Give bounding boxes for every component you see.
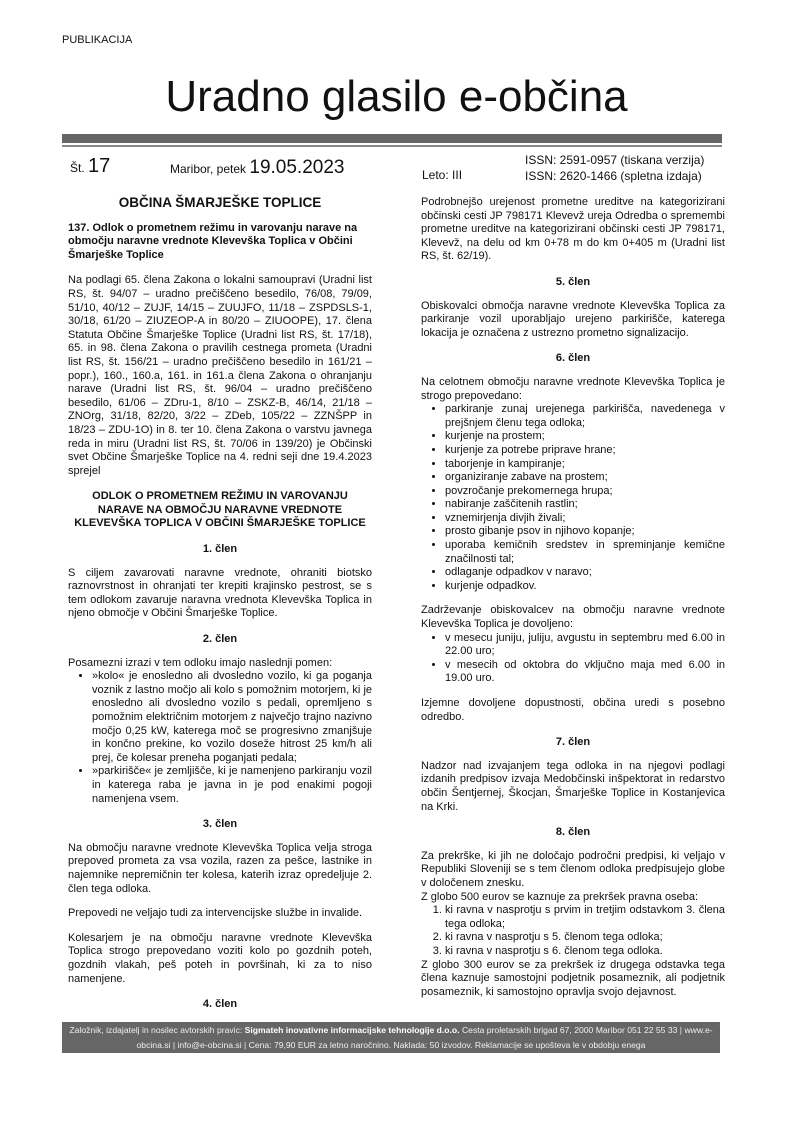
list-item: • »parkirišče« je zemljišče, ki je namenjeno parkiranju vozil in katerega raba je javna in je pod enakimi pogoji namenjena vsem. [92, 765, 372, 806]
clen-8-text-2: Z globo 500 eurov se kaznuje za prekršek pravna oseba: [421, 890, 698, 903]
clen-4-heading: 4. člen [202, 998, 238, 1011]
clen-8-heading: 8. člen [555, 826, 591, 839]
clen-7-heading: 7. člen [555, 736, 591, 749]
list-item: 1. ki ravna v nasprotju s prvim in tretjim odstavkom 3. člena tega odloka; [445, 904, 725, 931]
municipality-heading: OBČINA ŠMARJEŠKE TOPLICE [118, 195, 322, 210]
issue-number [70, 155, 110, 178]
footer-address: Cesta proletarskih brigad 67, 2000 Maribor 051 22 55 33 [461, 1025, 678, 1035]
masthead-title: Uradno glasilo e-občina [165, 72, 628, 121]
clen-3-text-3: Kolesarjem je na območju naravne vrednote Klevevška Toplica strogo prepovedano voziti kolo po gozdnih poteh, gozdnih vlakah, peš poteh in površinah, ki za to niso namenjene. [68, 931, 372, 985]
issue-value: 17 [88, 155, 111, 177]
issue-date [170, 157, 344, 179]
list-item: • organiziranje zabave na prostem; [445, 471, 725, 485]
clen-1-heading: 1. člen [202, 543, 238, 556]
list-item: 3. ki ravna v nasprotju s 6. členom tega odloka. [445, 945, 725, 959]
list-item: • »kolo« je enosledno ali dvosledno vozilo, ki ga poganja voznik z lastno močjo ali kolo s pomožnim motorjem, ki je enosledno ali dvosledno vozilo s pedali, opremljeno s pomožnim električnim motorjem z največjo trajno nazivno močjo 0,25 kW, katerega moč se progresivno zmanjšuje in končno prekine, ko vozilo doseže hitrost 25 km/h ali prej, če kolesar preneha poganjati pedala; [92, 670, 372, 765]
issn-block [525, 152, 704, 184]
clen-6-text-3: Izjemne dovoljene dopustnosti, občina uredi s posebno odredbo. [421, 697, 725, 723]
footer-email-link[interactable]: info@e-obcina.si [177, 1040, 242, 1050]
list-item: • vznemirjenja divjih živali; [445, 512, 725, 526]
footer-rest: Cena: 79,90 EUR za letno naročnino. Naklada: 50 izvodov. Reklamacije se upošteva le v obdobju enega [248, 1040, 646, 1050]
list-item: • v mesecih od oktobra do vključno maja med 6.00 in 19.00 uro. [445, 659, 725, 686]
list-item: • nabiranje zaščitenih rastlin; [445, 498, 725, 512]
date-value: 19.05.2023 [249, 157, 345, 178]
list-item: • taborjenje in kampiranje; [445, 458, 725, 472]
list-item: • prosto gibanje psov in njihovo kopanje; [445, 525, 725, 539]
footer-lead: Založnik, izdajatelj in nosilec avtorskih pravic: [69, 1025, 243, 1035]
masthead-rule-thin [62, 145, 722, 147]
clen-3-heading: 3. člen [202, 818, 238, 831]
issn-online: ISSN: 2620-1466 (spletna izdaja) [525, 169, 702, 183]
clen-3-text: Na območju naravne vrednote Klevevška Toplica velja stroga prepoved prometa za vsa vozila, razen za pešce, lastnike in najemnike nepremičnin ter kolesa, katerih izraz opredeljuje 2. člen tega odloka. [68, 841, 372, 895]
clen-6-intro: Na celotnem območju naravne vrednote Klevevška Toplica je strogo prepovedano: [421, 375, 725, 402]
clen-4-text: Podrobnejšo urejenost prometne ureditve na kategorizirani občinski cesti JP 798171 Klevevž ureja Odredba o spremembi prometne ureditve na kategorizirani občinski cesti JP 798171, Klevevž, na delu od km 0+78 m do km 0+405 m (Uradni list RS, št. 62/19). [421, 196, 725, 263]
clen-6-heading: 6. člen [555, 352, 591, 365]
odlok-heading: ODLOK O PROMETNEM REŽIMU IN VAROVANJU NARAVE NA OBMOČJU NARAVNE VREDNOTE KLEVEVŠKA TOPLICA V OBČINI ŠMARJEŠKE TOPLICE [74, 490, 366, 530]
left-column [68, 196, 372, 1012]
year-label: Leto: III [422, 168, 463, 182]
list-item: • parkiranje zunaj urejenega parkirišča, navedenega v prejšnjem členu tega odloka; [445, 403, 725, 430]
clen-5-text: Obiskovalci območja naravne vrednote Klevevška Toplica za parkiranje vozil uporabljajo urejeno parkirišče, katerega lokacija je označena z ustrezno prometno signalizacijo. [421, 299, 725, 339]
clen-5-heading: 5. člen [555, 275, 591, 288]
clen-2-heading: 2. člen [202, 633, 238, 646]
preamble: Na podlagi 65. člena Zakona o lokalni samoupravi (Uradni list RS, št. 94/07 – uradno prečiščeno besedilo, 76/08, 79/09, 51/10, 40/12 – ZUJF, 14/15 – ZUUJFO, 11/18 – ZSPDSLS-1, 30/18, 61/20 – ZIUZEOP-A in 80/20 – ZIUOOPE), 17. člena Statuta Občine Šmarješke Toplice (Uradni list RS, št. 17/18), 65. in 98. člena Zakona o pravilih cestnega prometa (Uradni list RS, št. 156/21 – uradno prečiščeno besedilo in 161/21 – popr.), 160., 160.a, 161. in 161.a člena Zakona o ohranjanju narave (Uradni list RS, št. 96/04 – uradno prečiščeno besedilo, 61/06 – ZDru-1, 8/10 – ZSKZ-B, 46/14, 21/18 – ZNOrg, 31/18, 82/20, 3/22 – ZDeb, 105/22 – ZZNŠPP in 18/23 – ZDU-1O) in 8. ter 10. člena Zakona o varstvu javnega reda in miru (Uradni list RS, št. 70/06 in 139/20) je Občinski svet Občine Šmarješke Toplice na 4. redni seji dne 19.4.2023 sprejel [68, 274, 372, 477]
clen-8-text: Za prekrške, ki jih ne določajo področni predpisi, ki veljajo v Republiki Sloveniji se s tem členom odloka predpisujejo globe v določenem znesku. [421, 849, 725, 889]
list-item: • kurjenje odpadkov. [445, 580, 725, 594]
clen-6-text-2: Zadrževanje obiskovalcev na območju naravne vrednote Klevevška Toplica je dovoljeno: [421, 604, 725, 631]
list-item: • kurjenje na prostem; [445, 430, 725, 444]
issn-print: ISSN: 2591-0957 (tiskana verzija) [525, 153, 705, 167]
clen-2-list [68, 670, 372, 806]
place-day: Maribor, petek [170, 162, 247, 176]
clen-6-list [421, 403, 725, 593]
publication-label: PUBLIKACIJA [62, 34, 133, 46]
list-item: • povzročanje prekomernega hrupa; [445, 485, 725, 499]
clen-1-text: S ciljem zavarovati naravne vrednote, ohraniti biotsko raznovrstnost in ohranjati ter krepiti krajinsko pestrost, se s tem odlokom zavaruje naravna vrednota Klevevška Toplica in njeno območje v Občini Šmarješke Toplice. [68, 566, 372, 620]
right-column [421, 196, 725, 999]
clen-7-text: Nadzor nad izvajanjem tega odloka in na njegovi podlagi izdanih predpisov izvaja Medobčinski inšpektorat in redarstvo občin Šentjernej, Škocjan, Šmarješke Toplice in Kostanjevica na Krki. [421, 759, 725, 813]
clen-2-intro: Posamezni izrazi v tem odloku imajo naslednji pomen: [68, 656, 333, 669]
footer-web-link[interactable]: www.e-obcina.si [136, 1025, 713, 1050]
clen-8-text-3: Z globo 300 eurov se za prekršek iz drugega odstavka tega člena kaznuje samostojni podjetnik posameznik, ali podjetnik posameznik, ki samostojno opravlja svojo dejavnost. [421, 958, 725, 998]
masthead-rule [62, 134, 722, 143]
publisher-footer: Založnik, izdajatelj in nosilec avtorskih pravic: Sigmateh inovativne informacijske tehnologije d.o.o. Cesta proletarskih brigad 67, 2000 Maribor 051 22 55 33 | www.e-obcina.si | info@e-obcina.si | Cena: 79,90 EUR za letno naročnino. Naklada: 50 izvodov. Reklamacije se upošteva le v obdobju enega [62, 1022, 720, 1053]
list-item: • odlaganje odpadkov v naravo; [445, 566, 725, 580]
list-item: • v mesecu juniju, juliju, avgustu in septembru med 6.00 in 22.00 uro; [445, 632, 725, 659]
clen-3-text-2: Prepovedi ne veljajo tudi za intervencijske službe in invalide. [68, 907, 363, 920]
list-item: • uporaba kemičnih sredstev in spreminjanje kemične značilnosti tal; [445, 539, 725, 566]
list-item: 2. ki ravna v nasprotju s 5. členom tega odloka; [445, 931, 725, 945]
issue-prefix: Št. [70, 161, 85, 175]
clen-6-list-2 [421, 632, 725, 686]
footer-company: Sigmateh inovativne informacijske tehnologije d.o.o. [244, 1025, 460, 1035]
clen-8-list [421, 904, 725, 958]
act-title: 137. Odlok o prometnem režimu in varovanju narave na območju naravne vrednote Klevevška Toplica v Občini Šmarješke Toplice [68, 221, 358, 261]
list-item: • kurjenje za potrebe priprave hrane; [445, 444, 725, 458]
